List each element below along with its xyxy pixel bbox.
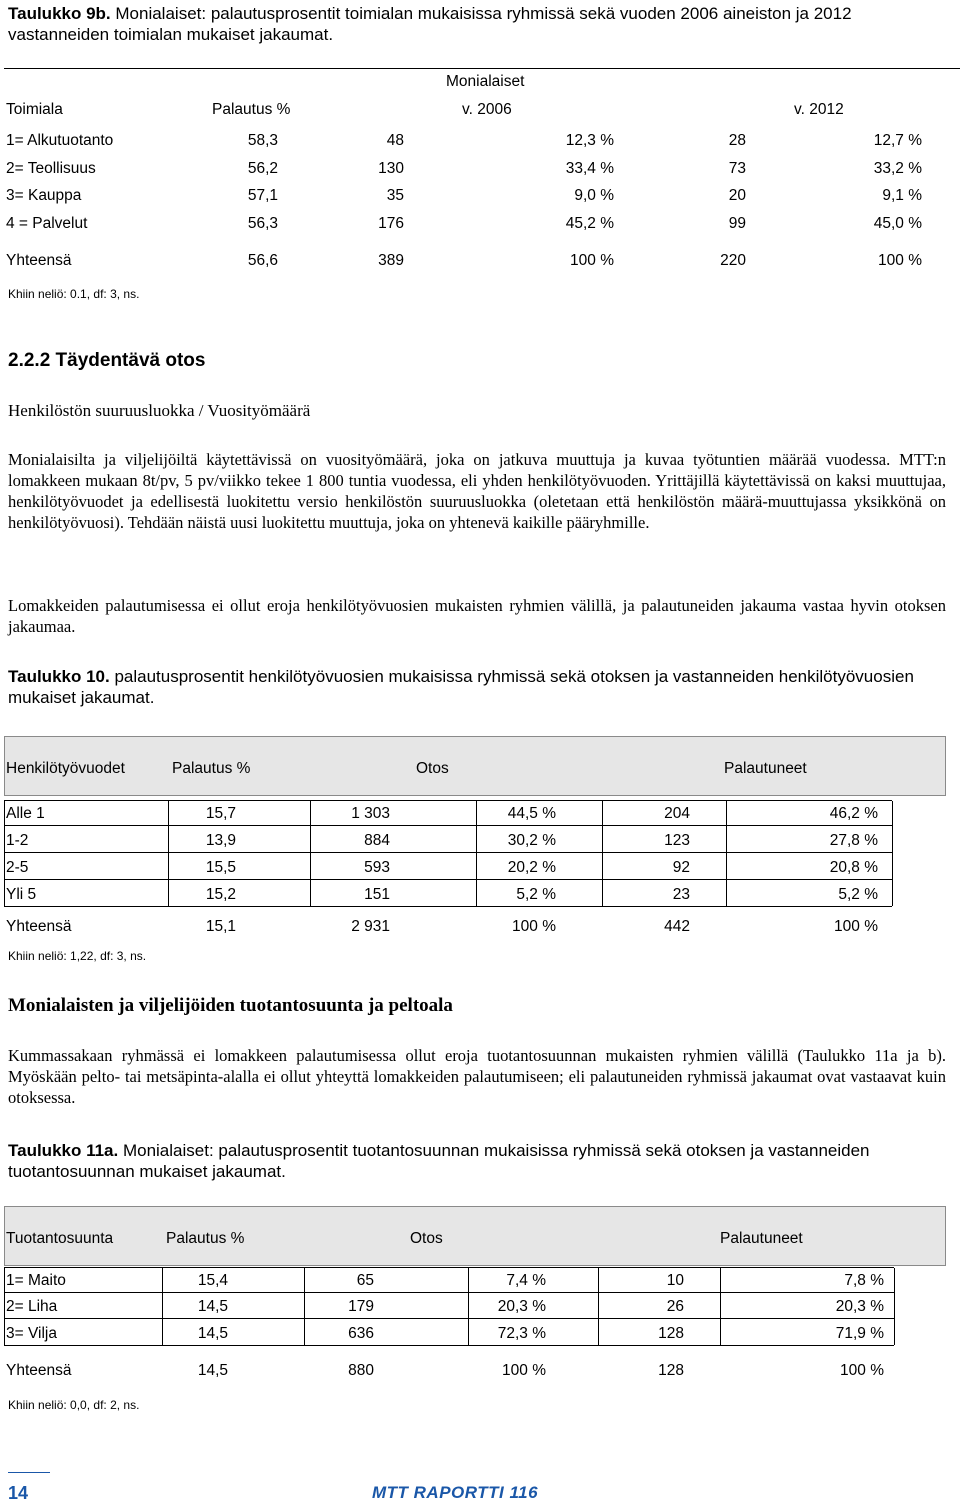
table10-vrule bbox=[168, 801, 169, 906]
table11a-row3-cell: 636 bbox=[348, 1325, 374, 1342]
table9b-header-2006: v. 2006 bbox=[462, 101, 512, 118]
table9b-row1-cell: 58,3 bbox=[247, 132, 278, 149]
table10-row4-rule bbox=[4, 906, 892, 907]
table9b-row4-cell: 4 = Palvelut bbox=[6, 215, 88, 232]
table10-row4-cell: 5,2 % bbox=[838, 886, 878, 903]
section2-heading: Monialaisten ja viljelijöiden tuotantosuunta ja peltoala bbox=[8, 995, 453, 1016]
table10-row1-cell: 44,5 % bbox=[507, 805, 556, 822]
table9b-caption-text: Monialaiset: palautusprosentit toimialan mukaisissa ryhmissä sekä vuoden 2006 aineiston ja 2012 vastanneiden toimialan mukaiset jakaumat. bbox=[8, 4, 852, 44]
table10-vrule bbox=[892, 801, 893, 906]
table11a-row1-cell: 1= Maito bbox=[6, 1272, 66, 1289]
table9b-row3-cell: 3= Kauppa bbox=[6, 187, 82, 204]
table11a-header-palautus: Palautus % bbox=[166, 1230, 245, 1247]
table9b-row1-cell: 12,3 % bbox=[565, 132, 614, 149]
table10-row4-cell: 151 bbox=[364, 886, 390, 903]
table9b-row1-cell: 28 bbox=[728, 132, 746, 149]
table10-row1-rule bbox=[4, 825, 892, 826]
table10-row1-cell: 46,2 % bbox=[829, 805, 878, 822]
table10-top-rule bbox=[4, 800, 892, 801]
table10-row4-cell: 23 bbox=[672, 886, 690, 903]
table11a-row2-cell: 14,5 bbox=[197, 1298, 228, 1315]
table9b bbox=[4, 68, 960, 285]
table9b-caption-label: Taulukko 9b. bbox=[8, 4, 111, 23]
table10-caption-label: Taulukko 10. bbox=[8, 667, 110, 686]
table11a-vrule bbox=[720, 1268, 721, 1345]
table11a-vrule bbox=[4, 1268, 5, 1345]
table10-total-cell: 100 % bbox=[512, 918, 556, 935]
table9b-row2-cell: 33,4 % bbox=[565, 160, 614, 177]
table11a-caption-label: Taulukko 11a. bbox=[8, 1141, 119, 1160]
table10-row2-cell: 884 bbox=[364, 832, 390, 849]
table9b-row3-cell: 9,0 % bbox=[574, 187, 614, 204]
table11a-row1-cell: 15,4 bbox=[197, 1272, 228, 1289]
table11a-vrule bbox=[598, 1268, 599, 1345]
table10-vrule bbox=[476, 801, 477, 906]
table11a-row3-cell: 72,3 % bbox=[497, 1325, 546, 1342]
table10-total-cell: 15,1 bbox=[205, 918, 236, 935]
table11a-total-cell: 128 bbox=[658, 1362, 684, 1379]
table10-row3-rule bbox=[4, 879, 892, 880]
table10-row2-cell: 13,9 bbox=[205, 832, 236, 849]
table10-row1-cell: 15,7 bbox=[205, 805, 236, 822]
table11a-row3-cell: 14,5 bbox=[197, 1325, 228, 1342]
table11a-row2-cell: 26 bbox=[666, 1298, 684, 1315]
table10-row2-rule bbox=[4, 852, 892, 853]
table9b-header-toimiala: Toimiala bbox=[6, 101, 63, 118]
table11a-header-palautuneet: Palautuneet bbox=[720, 1230, 803, 1247]
table11a-row2-cell: 2= Liha bbox=[6, 1298, 58, 1315]
table11a-row2-cell: 20,3 % bbox=[497, 1298, 546, 1315]
table11a-row3-cell: 3= Vilja bbox=[6, 1325, 57, 1342]
table11a-total-cell: 14,5 bbox=[197, 1362, 228, 1379]
table9b-row3-cell: 57,1 bbox=[247, 187, 278, 204]
table10-caption-text: palautusprosentit henkilötyövuosien mukaisissa ryhmissä sekä otoksen ja vastanneiden henkilötyövuosien mukaiset jakaumat. bbox=[8, 667, 914, 707]
table11a-header-otos: Otos bbox=[410, 1230, 443, 1247]
table9b-row4-cell: 176 bbox=[378, 215, 404, 232]
section-heading: 2.2.2 Täydentävä otos bbox=[8, 350, 206, 371]
footer-brand-logo: MTT RAPORTTI 116 bbox=[372, 1483, 539, 1502]
table11a-total-cell: 100 % bbox=[840, 1362, 884, 1379]
table10-total-cell: 100 % bbox=[834, 918, 878, 935]
table10-row3-cell: 20,8 % bbox=[829, 859, 878, 876]
table9b-group-header: Monialaiset bbox=[446, 73, 525, 90]
table11a-vrule bbox=[162, 1268, 163, 1345]
table11a-caption-text: Monialaiset: palautusprosentit tuotantosuunnan mukaisissa ryhmissä sekä otoksen ja vastanneiden tuotantosuunnan mukaiset jakaumat. bbox=[8, 1141, 870, 1181]
table9b-total-cell: Yhteensä bbox=[6, 252, 72, 269]
table11a-header-tuotantosuunta: Tuotantosuunta bbox=[6, 1230, 114, 1247]
table9b-row4-cell: 45,2 % bbox=[565, 215, 614, 232]
table10-vrule bbox=[602, 801, 603, 906]
table10-vrule bbox=[726, 801, 727, 906]
table11a-row1-cell: 7,8 % bbox=[844, 1272, 884, 1289]
table10-row3-cell: 15,5 bbox=[205, 859, 236, 876]
table11a-vrule bbox=[894, 1268, 895, 1345]
table11a bbox=[4, 1206, 946, 1394]
table9b-row2-cell: 33,2 % bbox=[873, 160, 922, 177]
table9b-total-cell: 100 % bbox=[878, 252, 922, 269]
table11a-row2-cell: 20,3 % bbox=[835, 1298, 884, 1315]
table9b-row1-cell: 48 bbox=[386, 132, 404, 149]
table9b-row1-cell: 12,7 % bbox=[873, 132, 922, 149]
table10-row2-cell: 123 bbox=[664, 832, 690, 849]
table11a-vrule bbox=[468, 1268, 469, 1345]
table11a-row1-cell: 7,4 % bbox=[506, 1272, 546, 1289]
table10 bbox=[4, 736, 946, 942]
table11a-row2-rule bbox=[4, 1318, 894, 1319]
table10-row3-cell: 92 bbox=[672, 859, 690, 876]
table10-row3-cell: 593 bbox=[364, 859, 390, 876]
table9b-caption bbox=[8, 3, 948, 45]
table11a-row1-cell: 65 bbox=[356, 1272, 374, 1289]
table9b-row2-cell: 130 bbox=[378, 160, 404, 177]
table10-row2-cell: 1-2 bbox=[6, 832, 29, 849]
table10-header-palautus: Palautus % bbox=[172, 760, 251, 777]
section2-paragraph: Kummassakaan ryhmässä ei lomakkeen palautumisessa ollut eroja tuotantosuunnan mukaisten ryhmien välillä (Taulukko 11a ja b). Myöskään pelto- tai metsäpinta-alalla ei ollut yhteyttä lomakkeiden palautumiseen; eli palautuneiden ryhmissä jakaumat ovat vastaavat kuin otoksessa. bbox=[8, 1046, 946, 1107]
table9b-header-2012: v. 2012 bbox=[794, 101, 844, 118]
table11a-top-rule bbox=[4, 1267, 894, 1268]
table9b-total-cell: 389 bbox=[378, 252, 404, 269]
table9b-total-cell: 100 % bbox=[570, 252, 614, 269]
table9b-row3-cell: 20 bbox=[728, 187, 746, 204]
table10-row4-cell: 5,2 % bbox=[516, 886, 556, 903]
table10-row4-cell: 15,2 bbox=[205, 886, 236, 903]
table9b-note: Khiin neliö: 0.1, df: 3, ns. bbox=[8, 287, 140, 301]
table11a-note: Khiin neliö: 0,0, df: 2, ns. bbox=[8, 1398, 140, 1412]
table10-caption bbox=[8, 666, 948, 708]
table9b-row2-cell: 73 bbox=[728, 160, 746, 177]
table9b-total-cell: 220 bbox=[720, 252, 746, 269]
table9b-row2-cell: 56,2 bbox=[247, 160, 278, 177]
table11a-row1-cell: 10 bbox=[666, 1272, 684, 1289]
table10-note: Khiin neliö: 1,22, df: 3, ns. bbox=[8, 949, 147, 963]
table11a-total-cell: 880 bbox=[348, 1362, 374, 1379]
table10-header-palautuneet: Palautuneet bbox=[724, 760, 807, 777]
table9b-row3-cell: 9,1 % bbox=[882, 187, 922, 204]
table9b-row4-cell: 56,3 bbox=[247, 215, 278, 232]
table11a-row1-rule bbox=[4, 1292, 894, 1293]
table10-row3-cell: 20,2 % bbox=[507, 859, 556, 876]
table11a-total-cell: 100 % bbox=[502, 1362, 546, 1379]
table9b-row1-cell: 1= Alkutuotanto bbox=[6, 132, 114, 149]
table10-total-cell: Yhteensä bbox=[6, 918, 72, 935]
table11a-row3-cell: 128 bbox=[658, 1325, 684, 1342]
section-paragraph-1: Monialaisilta ja viljelijöiltä käytettävissä on vuosityömäärä, joka on jatkuva muuttuja ja kuvaa työtuntien määrää vuodessa. MTT:n lomakkeen mukaan 8t/pv, 5 pv/viikko tekee 1 800 tuntia vuodessa, eli yhden henkilötyövuoden. Yrittäjillä käytettävissä on kaksi muuttujaa, henkilötyövuodet ja edellisestä luokitettu versio henkilöstön suuruusluokka (oletetaan että henkilöstön määrä-muuttujassa yksikkönä on henkilötyövuosi). Tehdään näistä uusi luokitettu muuttuja, joka on yhtenevä kaikille pääryhmille. bbox=[8, 450, 946, 532]
footer-rule bbox=[8, 1472, 50, 1473]
section-paragraph-2: Lomakkeiden palautumisessa ei ollut eroja henkilötyövuosien mukaisten ryhmien välillä, ja palautuneiden jakauma vastaa hyvin otoksen jakaumaa. bbox=[8, 596, 946, 636]
table9b-row3-cell: 35 bbox=[386, 187, 404, 204]
table10-row4-cell: Yli 5 bbox=[6, 886, 37, 903]
table10-row2-cell: 30,2 % bbox=[507, 832, 556, 849]
table11a-row3-cell: 71,9 % bbox=[835, 1325, 884, 1342]
table10-total-cell: 2 931 bbox=[351, 918, 390, 935]
table9b-row4-cell: 45,0 % bbox=[873, 215, 922, 232]
table11a-vrule bbox=[304, 1268, 305, 1345]
table9b-total-cell: 56,6 bbox=[247, 252, 278, 269]
table10-header-otos: Otos bbox=[416, 760, 449, 777]
table10-vrule bbox=[4, 801, 5, 906]
table9b-header-palautus: Palautus % bbox=[212, 101, 291, 118]
table9b-row2-cell: 2= Teollisuus bbox=[6, 160, 96, 177]
table10-row1-cell: 1 303 bbox=[351, 805, 390, 822]
table11a-row3-rule bbox=[4, 1345, 894, 1346]
table11a-caption bbox=[8, 1140, 948, 1182]
table10-row1-cell: Alle 1 bbox=[6, 805, 45, 822]
table10-header-henkilotyovuodet: Henkilötyövuodet bbox=[6, 760, 125, 777]
table9b-row4-cell: 99 bbox=[728, 215, 746, 232]
footer-page-number: 14 bbox=[8, 1483, 29, 1503]
table10-vrule bbox=[310, 801, 311, 906]
table10-total-cell: 442 bbox=[664, 918, 690, 935]
table10-row3-cell: 2-5 bbox=[6, 859, 29, 876]
table10-row2-cell: 27,8 % bbox=[829, 832, 878, 849]
table11a-row2-cell: 179 bbox=[348, 1298, 374, 1315]
section-subheading: Henkilöstön suuruusluokka / Vuosityömäärä bbox=[8, 401, 311, 420]
table10-row1-cell: 204 bbox=[664, 805, 690, 822]
table11a-total-cell: Yhteensä bbox=[6, 1362, 72, 1379]
